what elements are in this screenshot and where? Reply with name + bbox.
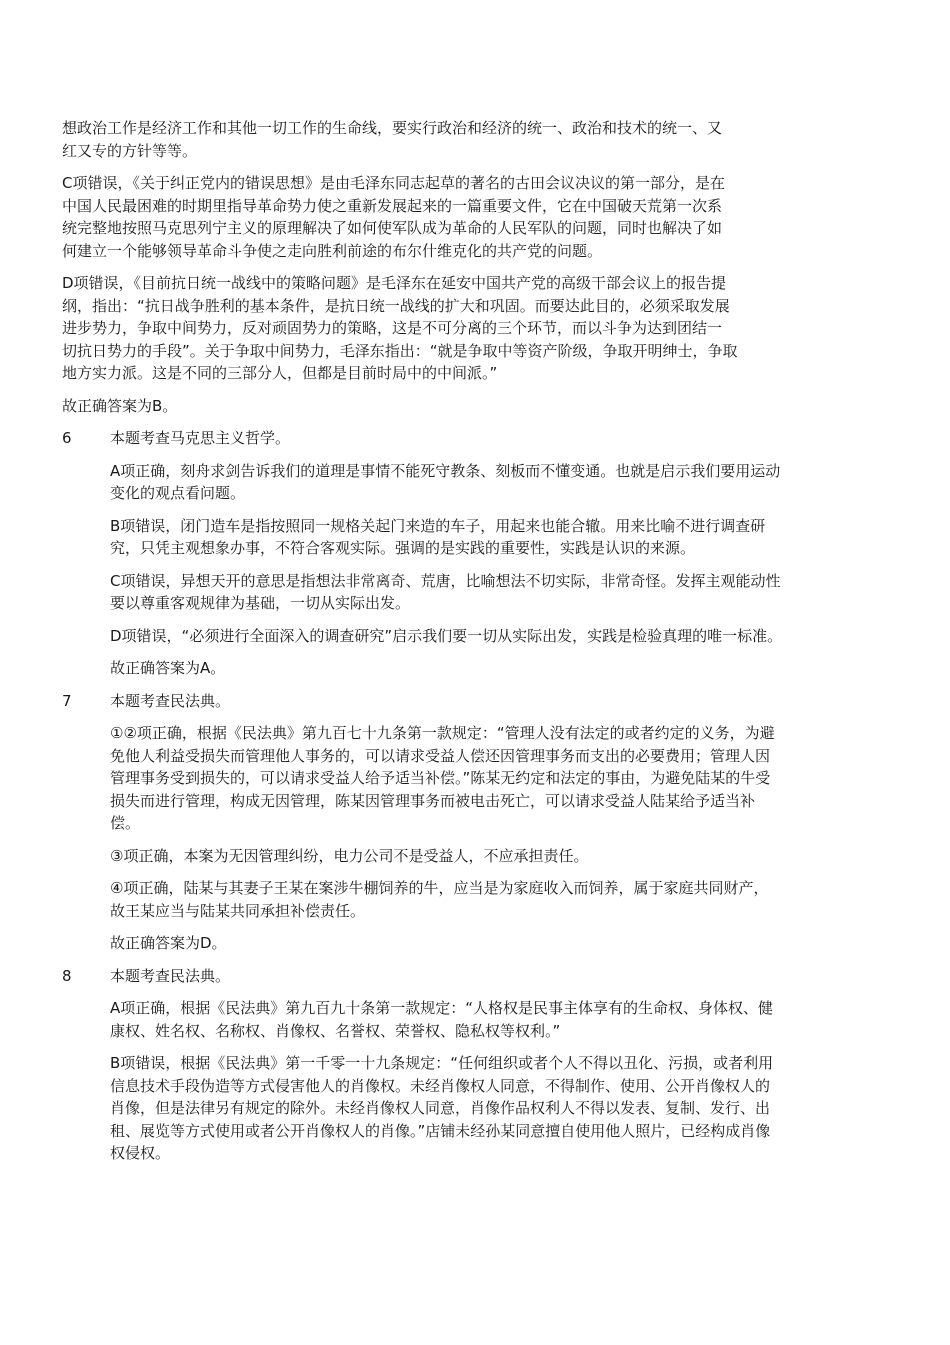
item-title: 本题考查民法典。 [110, 966, 231, 985]
question-item-8 [62, 965, 862, 1165]
item-number: 8 [62, 966, 72, 985]
answer-line: 故正确答案为D。 [110, 934, 227, 952]
paragraph: ③项正确，本案为无因管理纠纷，电力公司不是受益人，不应承担责任。 [110, 846, 589, 865]
paragraph: B项错误，闭门造车是指按照同一规格关起门来造的车子，用起来也能合辙。用来比喻不进行调查研 究，只凭主观想象办事，不符合客观实际。强调的是实践的重要性，实践是认识的来源。 [110, 516, 766, 557]
intro-section [62, 117, 862, 417]
paragraph: A项正确，根据《民法典》第九百九十条第一款规定：“人格权是民事主体享有的生命权、身体权、健 康权、姓名权、名称权、肖像权、名誉权、荣誉权、隐私权等权利。” [110, 999, 774, 1040]
paragraph: B项错误，根据《民法典》第一千零一十九条规定：“任何组织或者个人不得以丑化、污损，或者利用 信息技术手段伪造等方式侵害他人的肖像权。未经肖像权人同意，不得制作、使用、公开肖像权人的 肖像，但是法律另有规定的除外。未经肖像权人同意，肖像作品权利人不得以发表、复制、发行、出 租、展览等方式使用或者公开肖像权人的肖像。”店铺未经孙某同意擅自使用他人照片，已经构成肖像 权侵权。 [110, 1054, 774, 1162]
paragraph: C项错误，异想天开的意思是指想法非常离奇、荒唐，比喻想法不切实际，非常奇怪。发挥主观能动性 要以尊重客观规律为基础，一切从实际出发。 [110, 571, 781, 612]
item-title: 本题考查民法典。 [110, 691, 231, 710]
item-number: 7 [62, 691, 72, 710]
paragraph: A项正确，刻舟求剑告诉我们的道理是事情不能死守教条、刻板而不懂变通。也就是启示我们要用运动 变化的观点看问题。 [110, 461, 781, 502]
paragraph: 想政治工作是经济工作和其他一切工作的生命线，要实行政治和经济的统一、政治和技术的统一、又 红又专的方针等等。 [62, 119, 723, 160]
item-title: 本题考查马克思主义哲学。 [110, 429, 291, 447]
document-page [62, 117, 862, 1175]
item-number: 6 [62, 429, 72, 447]
paragraph: D项错误，“必须进行全面深入的调查研究”启示我们要一切从实际出发，实践是检验真理的唯一标准。 [110, 626, 783, 645]
paragraph: D项错误，《目前抗日统一战线中的策略问题》是毛泽东在延安中国共产党的高级干部会议上的报告提 纲，指出：“抗日战争胜利的基本条件，是抗日统一战线的扩大和巩固。而要达此目的，必须采取发展 进步势力，争取中间势力，反对顽固势力的策略，这是不可分离的三个环节，而以斗争为达到团结一 切抗日势力的手段”。关于争取中间势力，毛泽东指出：“就是争取中等资产阶级，争取开明绅士，争取 地方实力派。这是不同的三部分人，但都是目前时局中的中间派。” [62, 274, 738, 382]
answer-line: 故正确答案为B。 [62, 396, 178, 415]
paragraph: ④项正确，陆某与其妻子王某在案涉牛棚饲养的牛，应当是为家庭收入而饲养，属于家庭共同财产， 故王某应当与陆某共同承担补偿责任。 [110, 879, 769, 920]
paragraph: ①②项正确，根据《民法典》第九百七十九条第一款规定：“管理人没有法定的或者约定的义务，为避 免他人利益受损失而管理他人事务的，可以请求受益人偿还因管理事务而支出的必要费用；管理人因 管理事务受到损失的，可以请求受益人给予适当补偿。”陈某无约定和法定的事由，为避免陆某的牛受 损失而进行管理，构成无因管理，陈某因管理事务而被电击死亡，可以请求受益人陆某给予适当补 偿。 [110, 724, 775, 832]
question-item-6 [62, 427, 862, 680]
question-item-7 [62, 690, 862, 955]
answer-line: 故正确答案为A。 [110, 659, 226, 677]
paragraph: C项错误，《关于纠正党内的错误思想》是由毛泽东同志起草的著名的古田会议决议的第一部分，是在 中国人民最困难的时期里指导革命势力使之重新发展起来的一篇重要文件，它在中国破天荒第一次系 统完整地按照马克思列宁主义的原理解决了如何使军队成为革命的人民军队的问题，同时也解决了如 何建立一个能够领导革命斗争使之走向胜利前途的布尔什维克化的共产党的问题。 [62, 174, 725, 260]
